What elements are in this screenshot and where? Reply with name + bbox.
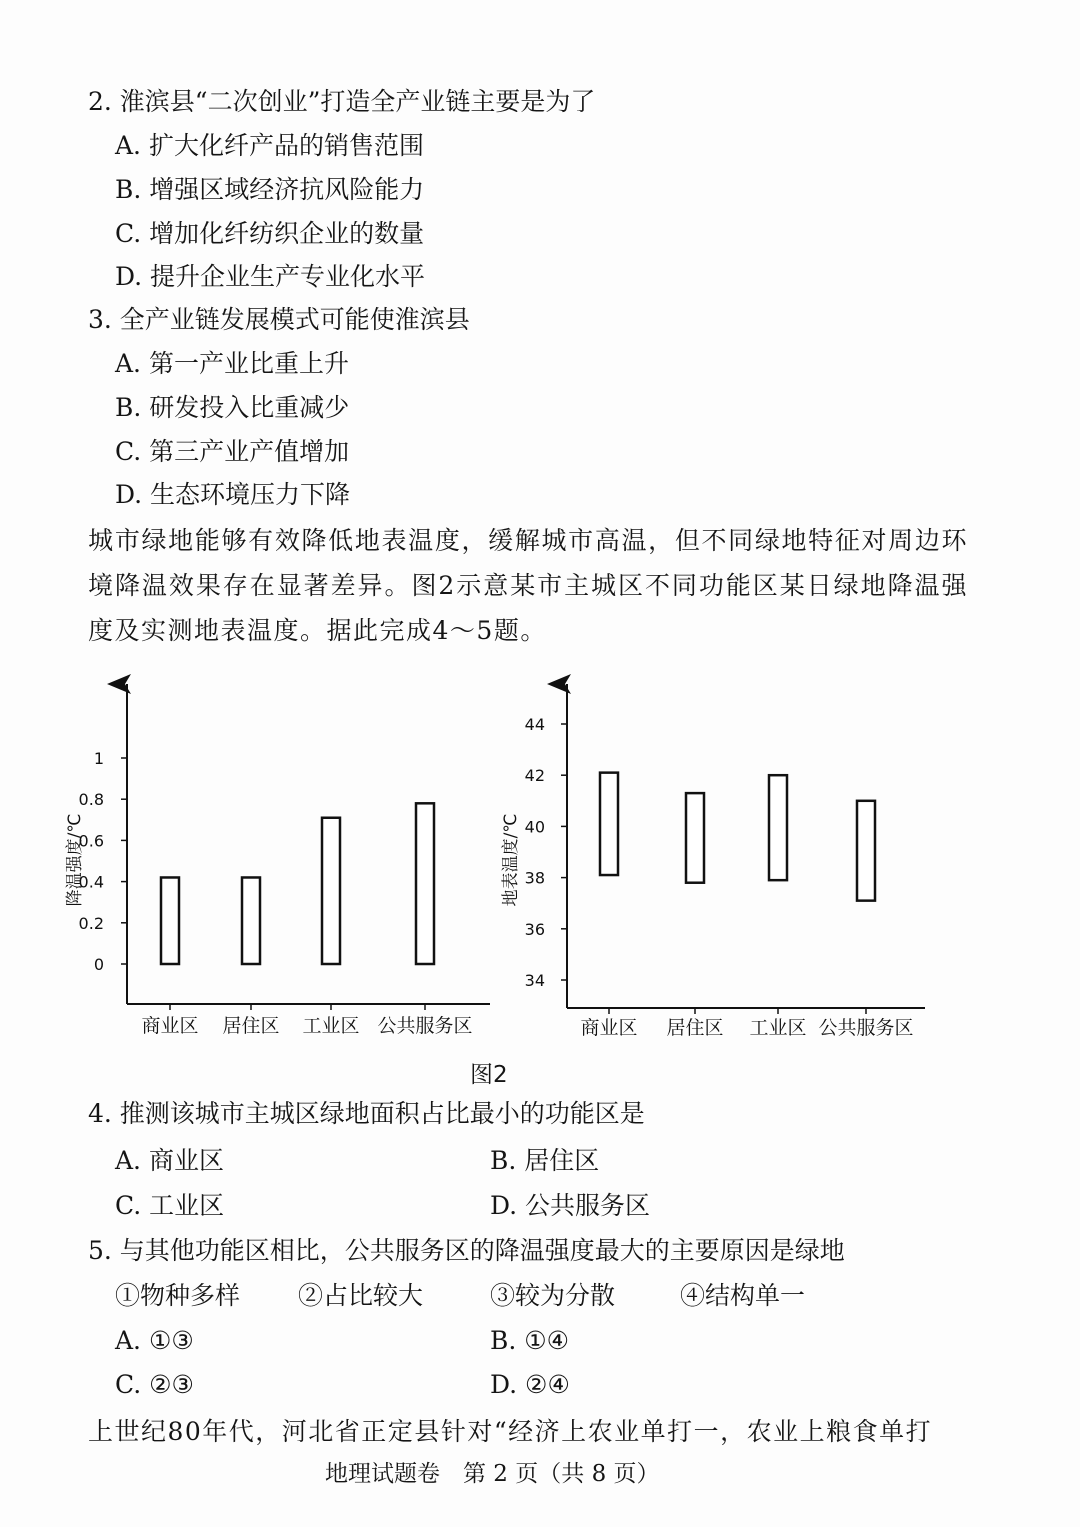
range-bar-工业区 xyxy=(769,775,787,880)
y-tick-label: 42 xyxy=(524,766,545,786)
q5-item-2: ②占比较大 xyxy=(298,1281,424,1310)
y-axis-label: 地表温度/℃ xyxy=(501,813,521,907)
range-bar-居住区 xyxy=(242,877,260,964)
x-category-label: 居住区 xyxy=(222,1015,280,1037)
q3-stem: 3. 全产业链发展模式可能使淮滨县 xyxy=(88,305,470,334)
next-paragraph: 上世纪80年代，河北省正定县针对“经济上农业单打一，农业上粮食单打 xyxy=(88,1417,933,1446)
x-category-label: 工业区 xyxy=(302,1015,360,1037)
chart-2 xyxy=(501,684,925,1039)
y-tick-label: 36 xyxy=(524,919,545,939)
y-tick-label: 0.4 xyxy=(78,872,104,892)
q4-option-b: B. 居住区 xyxy=(490,1146,600,1175)
q4-option-c: C. 工业区 xyxy=(115,1191,225,1220)
q2-option-a: A. 扩大化纤产品的销售范围 xyxy=(115,131,424,160)
x-category-label: 工业区 xyxy=(749,1017,807,1039)
q2-stem: 2. 淮滨县“二次创业”打造全产业链主要是为了 xyxy=(88,87,596,116)
chart-1 xyxy=(65,684,490,1037)
q5-option-d: D. ②④ xyxy=(490,1370,570,1399)
q4-stem: 4. 推测该城市主城区绿地面积占比最小的功能区是 xyxy=(88,1099,645,1128)
y-axis-label: 降温强度/℃ xyxy=(65,813,85,907)
q5-option-c: C. ②③ xyxy=(115,1370,194,1399)
q3-option-a: A. 第一产业比重上升 xyxy=(115,349,349,378)
y-tick-label: 40 xyxy=(524,817,545,837)
y-tick-label: 34 xyxy=(524,971,545,990)
y-tick-label: 1 xyxy=(93,749,104,768)
q3-option-b: B. 研发投入比重减少 xyxy=(115,393,350,422)
y-tick-label: 38 xyxy=(524,868,545,888)
y-tick-label: 44 xyxy=(524,715,545,734)
intro-text: 城市绿地能够有效降低地表温度，缓解城市高温，但不同绿地特征对周边环境降温效果存在显著差异。图2示意某市主城区不同功能区某日绿地降温强度及实测地表温度。据此完成4～5题。 xyxy=(88,526,968,645)
x-category-label: 公共服务区 xyxy=(818,1017,914,1039)
x-category-label: 公共服务区 xyxy=(377,1015,473,1037)
y-tick-label: 0 xyxy=(93,955,104,974)
q5-item-1: ①物种多样 xyxy=(115,1281,241,1310)
q3-option-c: C. 第三产业产值增加 xyxy=(115,437,350,466)
range-bar-公共服务区 xyxy=(857,801,875,901)
page-footer: 地理试题卷 第 2 页（共 8 页） xyxy=(325,1461,660,1487)
y-tick-label: 0.6 xyxy=(78,831,104,851)
q5-item-3: ③较为分散 xyxy=(490,1281,616,1310)
q5-option-a: A. ①③ xyxy=(115,1326,194,1355)
q4-option-a: A. 商业区 xyxy=(115,1146,224,1175)
range-bar-居住区 xyxy=(686,793,704,883)
q5-option-b: B. ①④ xyxy=(490,1326,570,1355)
q2-option-c: C. 增加化纤纺织企业的数量 xyxy=(115,219,425,248)
x-category-label: 商业区 xyxy=(580,1017,638,1039)
q2-option-b: B. 增强区域经济抗风险能力 xyxy=(115,175,425,204)
q4-option-d: D. 公共服务区 xyxy=(490,1191,651,1220)
q5-stem: 5. 与其他功能区相比，公共服务区的降温强度最大的主要原因是绿地 xyxy=(88,1236,845,1265)
y-tick-label: 0.2 xyxy=(78,913,104,933)
y-tick-label: 0.8 xyxy=(78,790,104,810)
q3-option-d: D. 生态环境压力下降 xyxy=(115,480,351,509)
range-bar-工业区 xyxy=(322,818,340,964)
x-category-label: 商业区 xyxy=(141,1015,199,1037)
range-bar-公共服务区 xyxy=(416,803,434,964)
x-category-label: 居住区 xyxy=(666,1017,724,1039)
q5-item-4: ④结构单一 xyxy=(680,1281,806,1310)
range-bar-商业区 xyxy=(161,877,179,964)
q2-option-d: D. 提升企业生产专业化水平 xyxy=(115,262,426,291)
figure-caption: 图2 xyxy=(470,1062,508,1088)
range-bar-商业区 xyxy=(600,773,618,875)
